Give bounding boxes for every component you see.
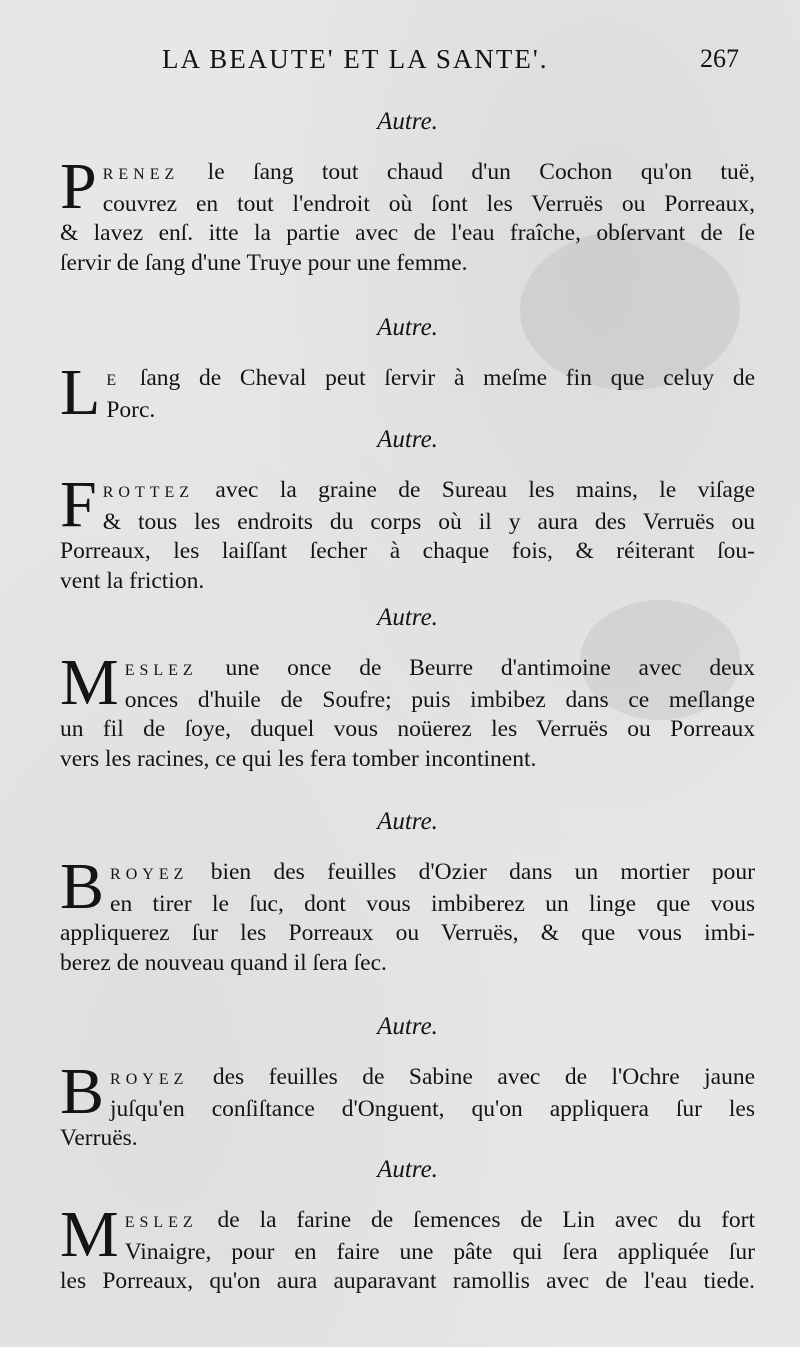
recipe-section [60,604,755,774]
text-line: couvrez en tout l'endroit où ſont les Verruës ou Porreaux, [102,190,755,217]
recipe-paragraph [60,1198,756,1297]
recipe-section [60,108,755,278]
section-heading: Autre. [377,314,438,341]
text-line: berez de nouveau quand il ſera ſec. [60,949,387,976]
text-line: onces d'huile de Soufre; puis imbibez dans ce meſlange [124,686,755,713]
recipe-paragraph [60,468,755,596]
recipe-section [60,1013,755,1154]
lead-word: RENEZ [102,166,180,183]
lead-word: ESLEZ [124,1214,198,1231]
lead-word: ROYEZ [110,1071,189,1088]
drop-cap: F [60,468,97,541]
recipe-section [60,314,755,429]
section-heading: Autre. [377,1013,438,1040]
lead-word: ROYEZ [110,866,189,883]
recipe-paragraph [60,646,756,774]
text-line: le ſang tout chaud d'un Cochon qu'on tuë, [207,159,755,185]
text-line: des feuilles de Sabine avec de l'Ochre jaune [212,1064,755,1090]
text-line: & tous les endroits du corps où il y aura des Verruës ou [102,508,755,535]
drop-cap: M [60,646,119,719]
text-line: un fil de ſoye, duquel vous noüerez les Verruës ou Porreaux [60,716,755,742]
drop-cap: L [60,356,101,429]
text-line: & lavez enſ. itte la partie avec de l'eau fraîche, obſervant de ſe [60,220,755,246]
section-heading: Autre. [377,604,438,631]
section-heading: Autre. [377,108,438,135]
recipe-paragraph [60,1055,755,1154]
recipe-section [60,1156,755,1297]
drop-cap: P [60,150,97,223]
text-line: Porreaux, les laiſſant ſecher à chaque fois, & réiterant ſou- [60,538,755,564]
lead-word: E [106,372,122,389]
recipe-paragraph [60,150,755,278]
recipe-section [60,808,755,978]
recipe-section [60,426,755,596]
drop-cap: M [60,1198,119,1271]
section-heading: Autre. [377,808,438,835]
text-line: avec la graine de Sureau les mains, le viſage [215,477,755,503]
recipe-paragraph [60,356,755,429]
recipe-paragraph [60,850,755,978]
drop-cap: B [60,850,105,923]
section-heading: Autre. [377,426,438,453]
text-line: juſqu'en conſiſtance d'Onguent, qu'on appliquera ſur les [110,1095,755,1122]
lead-word: ESLEZ [124,662,198,679]
page-header [0,40,800,84]
text-line: Verruës. [60,1125,138,1151]
text-line: ſervir de ſang d'une Truye pour une femme. [60,249,468,276]
text-line: Porc. [106,396,156,423]
page-number: 267 [700,44,739,73]
text-line: vers les racines, ce qui les fera tomber incontinent. [60,745,537,772]
lead-word: ROTTEZ [102,484,195,501]
text-line: de la farine de ſemences de Lin avec du fort [217,1207,756,1233]
text-line: vent la friction. [60,567,205,594]
section-heading: Autre. [377,1156,438,1183]
text-line: appliquerez ſur les Porreaux ou Verruës, & que vous imbi- [60,920,755,946]
text-line: Vinaigre, pour en faire une pâte qui ſera appliquée ſur [124,1238,755,1265]
text-line: bien des feuilles d'Ozier dans un mortier pour [210,859,755,885]
text-line: ſang de Cheval peut ſervir à meſme fin que celuy de [139,365,755,391]
drop-cap: B [60,1055,105,1128]
text-line: une once de Beurre d'antimoine avec deux [225,655,756,681]
text-line: les Porreaux, qu'on aura auparavant ramollis avec de l'eau tiede. [60,1268,755,1294]
text-line: en tirer le ſuc, dont vous imbiberez un linge que vous [110,890,755,917]
running-title: LA BEAUTE' ET LA SANTE'. [162,44,549,74]
